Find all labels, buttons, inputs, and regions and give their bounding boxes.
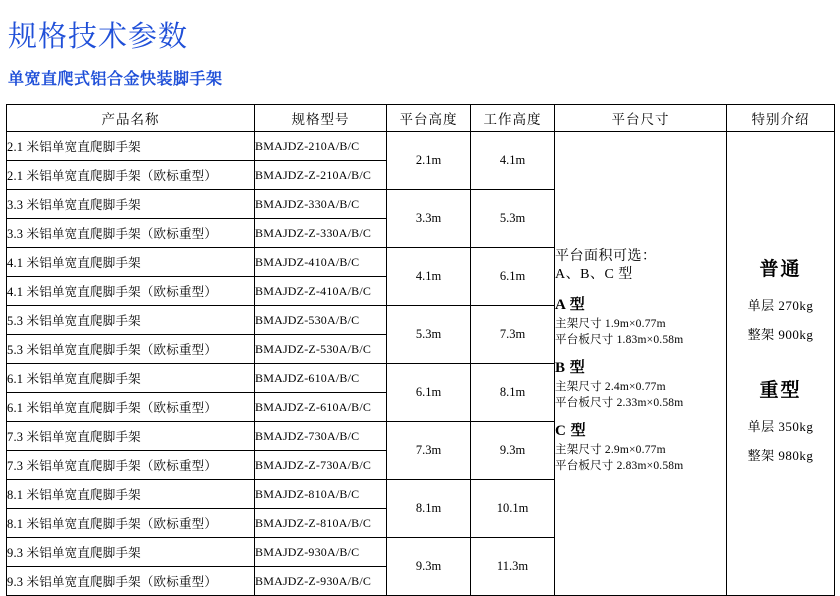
product-model: BMAJDZ-530A/B/C (255, 306, 387, 335)
product-name: 4.1 米铝单宽直爬脚手架 (7, 248, 255, 277)
product-name: 5.3 米铝单宽直爬脚手架 (7, 306, 255, 335)
platform-height-value: 4.1m (387, 248, 471, 306)
product-model: BMAJDZ-610A/B/C (255, 364, 387, 393)
product-name: 7.3 米铝单宽直爬脚手架（欧标重型） (7, 451, 255, 480)
special-heavy-single: 单层 350kg (747, 418, 814, 434)
platform-height-value: 2.1m (387, 132, 471, 190)
table-row (7, 132, 835, 161)
product-name: 2.1 米铝单宽直爬脚手架 (7, 132, 255, 161)
product-name: 6.1 米铝单宽直爬脚手架（欧标重型） (7, 393, 255, 422)
product-model: BMAJDZ-Z-410A/B/C (255, 277, 387, 306)
platform-height-value: 3.3m (387, 190, 471, 248)
work-height-value: 5.3m (471, 190, 555, 248)
platform-type-a-frame: 主架尺寸 1.9m×0.77m (555, 317, 666, 330)
column-header-work-height: 工作高度 (471, 105, 555, 132)
platform-type-b-frame: 主架尺寸 2.4m×0.77m (555, 380, 666, 393)
product-model: BMAJDZ-Z-330A/B/C (255, 219, 387, 248)
product-model: BMAJDZ-330A/B/C (255, 190, 387, 219)
platform-type-c-board: 平台板尺寸 2.83m×0.58m (555, 460, 684, 472)
platform-type-a-board: 平台板尺寸 1.83m×0.58m (555, 334, 684, 346)
platform-type-b-label: B 型 (555, 359, 586, 376)
product-name: 3.3 米铝单宽直爬脚手架 (7, 190, 255, 219)
spec-table (6, 104, 835, 596)
product-name: 7.3 米铝单宽直爬脚手架 (7, 422, 255, 451)
platform-size-options: A、B、C 型 (555, 266, 633, 282)
product-model: BMAJDZ-930A/B/C (255, 538, 387, 567)
platform-type-a-label: A 型 (555, 296, 586, 313)
platform-type-c-frame: 主架尺寸 2.9m×0.77m (555, 443, 666, 456)
column-header-platform-height: 平台高度 (387, 105, 471, 132)
platform-size-head: 平台面积可选： (555, 248, 657, 264)
column-header-special: 特别介绍 (727, 105, 835, 132)
work-height-value: 11.3m (471, 538, 555, 596)
platform-type-c-label: C 型 (555, 422, 587, 439)
product-model: BMAJDZ-Z-530A/B/C (255, 335, 387, 364)
product-model: BMAJDZ-Z-930A/B/C (255, 567, 387, 596)
column-header-name: 产品名称 (7, 105, 255, 132)
product-model: BMAJDZ-Z-810A/B/C (255, 509, 387, 538)
platform-height-value: 8.1m (387, 480, 471, 538)
platform-height-value: 7.3m (387, 422, 471, 480)
platform-size-cell (555, 132, 727, 596)
product-name: 9.3 米铝单宽直爬脚手架 (7, 538, 255, 567)
product-name: 8.1 米铝单宽直爬脚手架（欧标重型） (7, 509, 255, 538)
product-name: 6.1 米铝单宽直爬脚手架 (7, 364, 255, 393)
work-height-value: 10.1m (471, 480, 555, 538)
platform-height-value: 9.3m (387, 538, 471, 596)
page-subtitle: 单宽直爬式铝合金快装脚手架 (8, 71, 223, 88)
product-model: BMAJDZ-810A/B/C (255, 480, 387, 509)
product-name: 2.1 米铝单宽直爬脚手架（欧标重型） (7, 161, 255, 190)
product-name: 4.1 米铝单宽直爬脚手架（欧标重型） (7, 277, 255, 306)
product-name: 5.3 米铝单宽直爬脚手架（欧标重型） (7, 335, 255, 364)
product-model: BMAJDZ-Z-730A/B/C (255, 451, 387, 480)
table-header-row (7, 105, 835, 132)
product-model: BMAJDZ-Z-610A/B/C (255, 393, 387, 422)
special-heavy-whole: 整架 980kg (747, 447, 814, 463)
platform-height-value: 5.3m (387, 306, 471, 364)
special-normal-label: 普通 (759, 258, 802, 280)
special-spacer (727, 353, 834, 375)
product-name: 8.1 米铝单宽直爬脚手架 (7, 480, 255, 509)
product-model: BMAJDZ-410A/B/C (255, 248, 387, 277)
work-height-value: 7.3m (471, 306, 555, 364)
work-height-value: 8.1m (471, 364, 555, 422)
special-normal-single: 单层 270kg (747, 297, 814, 313)
product-model: BMAJDZ-730A/B/C (255, 422, 387, 451)
platform-height-value: 6.1m (387, 364, 471, 422)
column-header-model: 规格型号 (255, 105, 387, 132)
product-model: BMAJDZ-Z-210A/B/C (255, 161, 387, 190)
work-height-value: 6.1m (471, 248, 555, 306)
page-title: 规格技术参数 (8, 21, 189, 53)
product-name: 9.3 米铝单宽直爬脚手架（欧标重型） (7, 567, 255, 596)
work-height-value: 9.3m (471, 422, 555, 480)
product-model: BMAJDZ-210A/B/C (255, 132, 387, 161)
platform-type-b-board: 平台板尺寸 2.33m×0.58m (555, 397, 684, 409)
work-height-value: 4.1m (471, 132, 555, 190)
special-normal-whole: 整架 900kg (747, 326, 814, 342)
column-header-platform-size: 平台尺寸 (555, 105, 727, 132)
special-heavy-label: 重型 (759, 379, 802, 401)
product-name: 3.3 米铝单宽直爬脚手架（欧标重型） (7, 219, 255, 248)
special-intro-cell (727, 132, 835, 596)
